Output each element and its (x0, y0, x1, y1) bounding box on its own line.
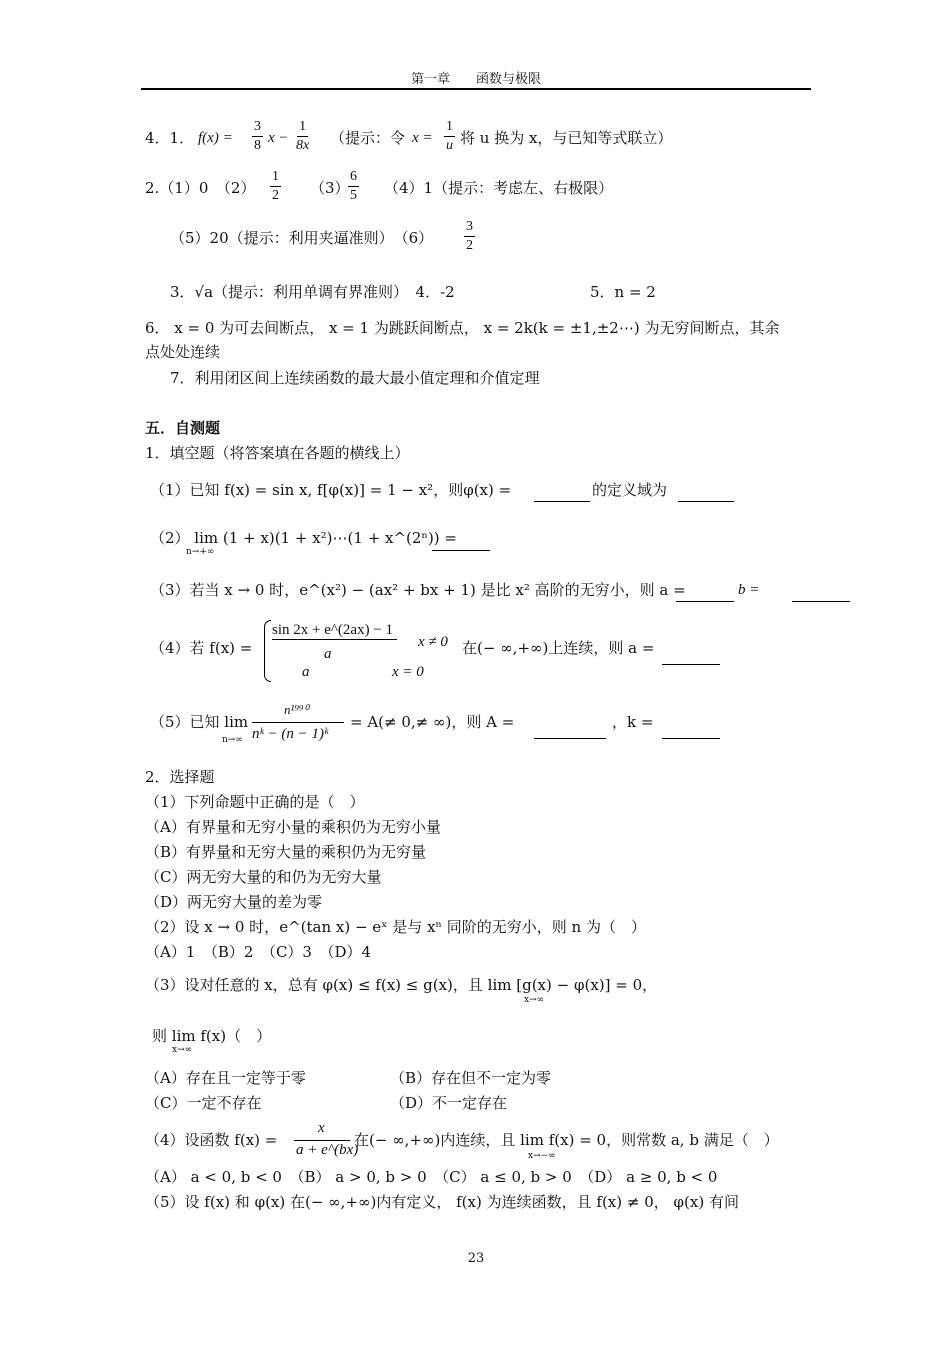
answer-4-3: 3．√a（提示：利用单调有界准则） 4．-2 (170, 283, 455, 301)
fraction-6-5: $\frac{6}{5}$ (350, 169, 357, 203)
question-2-4-tail: 在(− ∞,+∞)内连续，且 lim f(x) = 0，则常数 a, b 满足（ ） (354, 1131, 779, 1149)
answer-4-2-line2: （5）20（提示：利用夹逼准则） （6） (170, 229, 434, 247)
question-1-4: （4）若 f(x) = (150, 639, 253, 657)
answer-4-2-label: 2.（1）0 （2） (145, 179, 256, 197)
answer-blank[interactable] (676, 583, 734, 602)
option-2-1-c: （C）两无穷大量的和仍为无穷大量 (145, 868, 382, 886)
piece-2-value: a (302, 664, 310, 680)
answer-blank[interactable] (662, 646, 720, 665)
fill-in-heading: 1．填空题（将答案填在各题的横线上） (145, 444, 410, 462)
piece-1-denominator: a (324, 646, 332, 662)
answer-blank[interactable] (792, 583, 850, 602)
answer-4-2-item3: （3） (310, 179, 350, 197)
option-2-1-b: （B）有界量和无穷大量的乘积仍为无穷量 (145, 843, 427, 861)
fraction-3-8: $\frac{3}{8}$ (254, 119, 261, 153)
choice-heading: 2．选择题 (145, 768, 215, 786)
option-2-1-a: （A）有界量和无穷小量的乘积仍为无穷小量 (145, 818, 441, 836)
page-number: 23 (467, 1251, 485, 1266)
question-2-2: （2）设 x → 0 时，e^(tan x) − eˣ 是与 xⁿ 同阶的无穷小，则 n 为（ ） (145, 918, 646, 936)
limit-subscript: x→∞ (172, 1045, 193, 1055)
question-2-3-cont: 则 lim f(x)（ ） (152, 1027, 272, 1045)
page-header: 第一章 函数与极限 (410, 72, 541, 87)
question-1-5: （5）已知 lim (150, 713, 249, 731)
question-1-3: （3）若当 x → 0 时，e^(x²) − (ax² + bx + 1) 是比 x² 高阶的无穷小，则 a = (150, 581, 686, 599)
answer-4-7: 7．利用闭区间上连续函数的最大最小值定理和介值定理 (170, 369, 540, 387)
fraction-bar (294, 1140, 350, 1141)
fraction-bar (252, 722, 344, 723)
answer-4-6: 6． x = 0 为可去间断点， x = 1 为跳跃间断点， x = 2k(k = ±1,±2⋯) 为无穷间断点，其余 (145, 319, 780, 337)
answer-4-1-hint: （提示：令 (330, 129, 406, 147)
options-2-2: （A）1 （B）2 （C）3 （D）4 (145, 943, 372, 961)
question-2-1: （1）下列命题中正确的是（ ） (145, 793, 365, 811)
piece-1-numerator: sin 2x + e^(2ax) − 1 (272, 622, 397, 640)
answer-4-5: 5．n = 2 (590, 283, 656, 301)
question-1-5-denominator: nᵏ − (n − 1)ᵏ (252, 726, 329, 742)
answer-blank[interactable] (534, 720, 606, 739)
piecewise-brace (264, 620, 271, 682)
fraction-1-2: $\frac{1}{2}$ (272, 169, 279, 203)
question-1-5-k: ，k = (612, 713, 654, 731)
answer-4-1-hint-tail: 将 u 换为 x，与已知等式联立） (460, 129, 673, 147)
option-2-3-c: （C）一定不存在 (145, 1094, 262, 1112)
options-2-4: （A） a < 0, b < 0 （B） a > 0, b > 0 （C） a ≤ 0, b > 0 （D） a ≥ 0, b < 0 (145, 1168, 718, 1186)
answer-4-1-formula: f(x) = (198, 130, 233, 146)
question-2-4-numerator: x (318, 1120, 325, 1136)
option-2-3-a: （A）存在且一定等于零 (145, 1069, 306, 1087)
answer-4-1-sub: x = (412, 130, 433, 146)
option-2-1-d: （D）两无穷大量的差为零 (145, 893, 323, 911)
answer-blank[interactable] (662, 720, 720, 739)
question-2-4-denominator: a + e^(bx) (296, 1142, 359, 1158)
header-rule (141, 88, 811, 90)
answer-4-1-label: 4．1． (145, 129, 195, 147)
question-2-3: （3）设对任意的 x，总有 φ(x) ≤ f(x) ≤ g(x)，且 lim [g(x) − φ(x)] = 0， (145, 976, 658, 994)
question-1-5-numerator: n¹⁹⁹⁰ (284, 702, 309, 717)
question-2-5: （5）设 f(x) 和 φ(x) 在(− ∞,+∞)内有定义， f(x) 为连续函数，且 f(x) ≠ 0， φ(x) 有间 (145, 1193, 739, 1211)
limit-subscript: x→∞ (524, 995, 545, 1005)
question-1-1-tail: 的定义域为 (592, 481, 668, 499)
fraction-3-2: $\frac{3}{2}$ (466, 219, 473, 253)
piece-2-condition: x = 0 (392, 664, 424, 680)
question-2-4: （4）设函数 f(x) = (145, 1131, 278, 1149)
limit-subscript: n→+∞ (186, 547, 215, 557)
answer-4-1-term: x − (268, 130, 289, 146)
question-1-5-tail: = A(≠ 0,≠ ∞)，则 A = (350, 713, 515, 731)
answer-blank[interactable] (432, 532, 490, 551)
limit-subscript: n→∞ (222, 735, 243, 745)
fraction-1-u: $\frac{1}{u}$ (446, 119, 453, 153)
piece-1-condition: x ≠ 0 (418, 634, 448, 650)
question-1-1: （1）已知 f(x) = sin x, f[φ(x)] = 1 − x²，则φ(x) = (150, 481, 512, 499)
question-1-2: （2） lim (1 + x)(1 + x²)⋯(1 + x^(2ⁿ)) = (150, 529, 457, 547)
question-1-4-tail: 在(− ∞,+∞)上连续，则 a = (462, 639, 655, 657)
option-2-3-d: （D）不一定存在 (390, 1094, 508, 1112)
answer-blank[interactable] (678, 483, 734, 502)
fraction-1-8x: $\frac{1}{8x}$ (296, 119, 310, 153)
option-2-3-b: （B）存在但不一定为零 (390, 1069, 552, 1087)
limit-subscript: x→−∞ (528, 1151, 556, 1161)
answer-4-2-item4: （4）1（提示：考虑左、右极限） (384, 179, 614, 197)
answer-4-6-cont: 点处处连续 (145, 343, 221, 361)
section-title: 五．自测题 (145, 419, 221, 437)
answer-blank[interactable] (534, 483, 590, 502)
question-1-3-b: b = (738, 582, 760, 598)
